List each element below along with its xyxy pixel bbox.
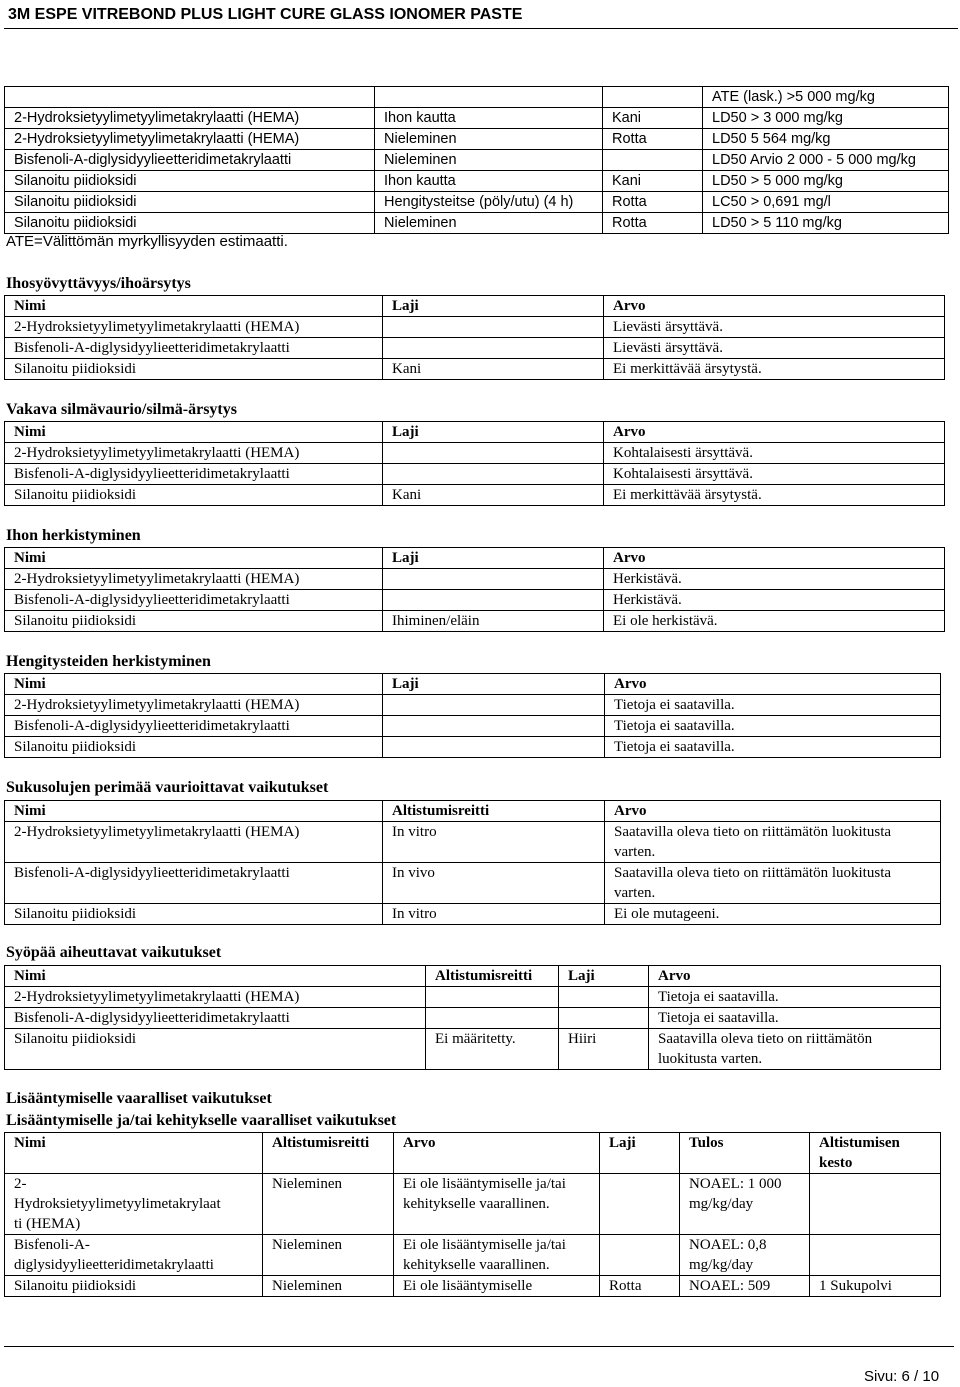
section-subtitle-reproductive: Lisääntymiselle ja/tai kehitykselle vaaralliset vaikutukset bbox=[6, 1112, 397, 1129]
cell-line: varten. bbox=[614, 844, 656, 860]
cell: Ei merkittävää ärsytystä. bbox=[604, 485, 945, 506]
table-row bbox=[5, 1276, 941, 1297]
column-header: Laji bbox=[559, 966, 649, 987]
cell: Bisfenoli-A-diglysidyylieetteridimetakrylaatti bbox=[5, 863, 383, 904]
table-row bbox=[5, 108, 949, 129]
cell bbox=[383, 590, 604, 611]
column-header: Nimi bbox=[5, 1133, 263, 1174]
section-title-eye: Vakava silmävaurio/silmä-ärsytys bbox=[6, 401, 237, 418]
cell bbox=[559, 1008, 649, 1029]
cell: Tietoja ei saatavilla. bbox=[605, 737, 941, 758]
cell: Kohtalaisesti ärsyttävä. bbox=[604, 443, 945, 464]
cell: Ihon kautta bbox=[375, 108, 603, 129]
table-header-row bbox=[5, 296, 945, 317]
acute-toxicity-table bbox=[4, 86, 949, 234]
cell: LD50 > 5 110 mg/kg bbox=[703, 213, 949, 234]
cell: 2-Hydroksietyylimetyylimetakrylaatti (HEMA) bbox=[5, 443, 383, 464]
table-row bbox=[5, 1235, 941, 1276]
cell bbox=[600, 1174, 680, 1235]
cell: LD50 > 5 000 mg/kg bbox=[703, 171, 949, 192]
cell: Tietoja ei saatavilla. bbox=[649, 987, 941, 1008]
cell-line: ti (HEMA) bbox=[14, 1216, 81, 1232]
column-header: Altistumisreitti bbox=[426, 966, 559, 987]
cell: Rotta bbox=[603, 129, 703, 150]
cell: 1 Sukupolvi bbox=[810, 1276, 941, 1297]
column-header: Laji bbox=[383, 422, 604, 443]
cell: Nieleminen bbox=[263, 1276, 394, 1297]
column-header: Altistumisreitti bbox=[263, 1133, 394, 1174]
document-header: 3M ESPE VITREBOND PLUS LIGHT CURE GLASS IONOMER PASTE bbox=[4, 2, 958, 29]
cell: Hengitysteitse (pöly/utu) (4 h) bbox=[375, 192, 603, 213]
table-row bbox=[5, 822, 941, 863]
section-title-carcinogenicity: Syöpää aiheuttavat vaikutukset bbox=[6, 944, 222, 961]
cell bbox=[383, 695, 605, 716]
table-header-row bbox=[5, 1133, 941, 1174]
mutagenicity-table bbox=[4, 800, 941, 925]
column-header: Nimi bbox=[5, 422, 383, 443]
cell: Rotta bbox=[603, 192, 703, 213]
column-header: Laji bbox=[600, 1133, 680, 1174]
table-row bbox=[5, 464, 945, 485]
table-row bbox=[5, 359, 945, 380]
cell bbox=[600, 1235, 680, 1276]
table-row bbox=[5, 1174, 941, 1235]
section-title-sensitisation: Ihon herkistyminen bbox=[6, 527, 141, 544]
skin-sensitisation-table bbox=[4, 547, 945, 632]
cell: Tietoja ei saatavilla. bbox=[605, 695, 941, 716]
header-line: kesto bbox=[819, 1155, 853, 1171]
header-line: Altistumisen bbox=[819, 1135, 900, 1151]
cell: 2-Hydroksietyylimetyylimetakrylaatti (HEMA) bbox=[5, 822, 383, 863]
cell bbox=[5, 87, 375, 108]
table-header-row bbox=[5, 422, 945, 443]
cell: LC50 > 0,691 mg/l bbox=[703, 192, 949, 213]
cell: Rotta bbox=[600, 1276, 680, 1297]
cell: Ei ole herkistävä. bbox=[604, 611, 945, 632]
cell bbox=[426, 987, 559, 1008]
cell bbox=[649, 1029, 941, 1070]
cell: Nieleminen bbox=[375, 213, 603, 234]
cell: In vitro bbox=[383, 822, 605, 863]
cell bbox=[680, 1235, 810, 1276]
cell bbox=[605, 822, 941, 863]
table-row bbox=[5, 716, 941, 737]
cell: NOAEL: 509 bbox=[680, 1276, 810, 1297]
cell: Bisfenoli-A-diglysidyylieetteridimetakrylaatti bbox=[5, 150, 375, 171]
table-row bbox=[5, 150, 949, 171]
cell: Silanoitu piidioksidi bbox=[5, 737, 383, 758]
cell bbox=[383, 737, 605, 758]
column-header: Nimi bbox=[5, 548, 383, 569]
table-header-row bbox=[5, 674, 941, 695]
column-header: Arvo bbox=[604, 548, 945, 569]
cell bbox=[5, 1174, 263, 1235]
cell bbox=[559, 987, 649, 1008]
section-title-skin: Ihosyövyttävyys/ihoärsytys bbox=[6, 275, 191, 292]
table-row bbox=[5, 904, 941, 925]
cell-line: kehitykselle vaarallinen. bbox=[403, 1196, 550, 1212]
cell bbox=[383, 338, 604, 359]
cell: Bisfenoli-A-diglysidyylieetteridimetakrylaatti bbox=[5, 590, 383, 611]
cell: Silanoitu piidioksidi bbox=[5, 1029, 426, 1070]
cell: Silanoitu piidioksidi bbox=[5, 1276, 263, 1297]
column-header: Arvo bbox=[604, 422, 945, 443]
cell: Ihiminen/eläin bbox=[383, 611, 604, 632]
table-row bbox=[5, 569, 945, 590]
cell: Kani bbox=[383, 359, 604, 380]
cell bbox=[375, 87, 603, 108]
cell-line: Saatavilla oleva tieto on riittämätön luokitusta bbox=[614, 824, 892, 840]
cell: Silanoitu piidioksidi bbox=[5, 171, 375, 192]
column-header: Laji bbox=[383, 548, 604, 569]
cell: Ei ole mutageeni. bbox=[605, 904, 941, 925]
cell: Bisfenoli-A-diglysidyylieetteridimetakrylaatti bbox=[5, 464, 383, 485]
cell: Ei merkittävää ärsytystä. bbox=[604, 359, 945, 380]
section-title-reproductive: Lisääntymiselle vaaralliset vaikutukset bbox=[6, 1090, 272, 1107]
cell: Rotta bbox=[603, 213, 703, 234]
table-row bbox=[5, 338, 945, 359]
page-number: Sivu: 6 / 10 bbox=[864, 1368, 940, 1385]
cell: 2-Hydroksietyylimetyylimetakrylaatti (HEMA) bbox=[5, 108, 375, 129]
cell: Tietoja ei saatavilla. bbox=[649, 1008, 941, 1029]
table-row bbox=[5, 129, 949, 150]
cell: In vitro bbox=[383, 904, 605, 925]
cell bbox=[5, 1235, 263, 1276]
cell-line: mg/kg/day bbox=[689, 1196, 754, 1212]
cell-line: NOAEL: 1 000 bbox=[689, 1176, 782, 1192]
cell: ATE (lask.) >5 000 mg/kg bbox=[703, 87, 949, 108]
cell: Tietoja ei saatavilla. bbox=[605, 716, 941, 737]
cell bbox=[383, 464, 604, 485]
section-title-respiratory: Hengitysteiden herkistyminen bbox=[6, 653, 211, 670]
footer-divider bbox=[4, 1346, 954, 1347]
cell-line: varten. bbox=[614, 885, 656, 901]
cell bbox=[810, 1235, 941, 1276]
cell: LD50 > 3 000 mg/kg bbox=[703, 108, 949, 129]
cell: Ei ole lisääntymiselle bbox=[394, 1276, 600, 1297]
cell bbox=[603, 150, 703, 171]
table-row bbox=[5, 987, 941, 1008]
cell bbox=[394, 1174, 600, 1235]
cell bbox=[394, 1235, 600, 1276]
table-header-row bbox=[5, 801, 941, 822]
cell: Bisfenoli-A-diglysidyylieetteridimetakrylaatti bbox=[5, 1008, 426, 1029]
table-row bbox=[5, 1029, 941, 1070]
cell-line: Saatavilla oleva tieto on riittämätön bbox=[658, 1031, 873, 1047]
cell: 2-Hydroksietyylimetyylimetakrylaatti (HEMA) bbox=[5, 317, 383, 338]
cell: Silanoitu piidioksidi bbox=[5, 192, 375, 213]
cell: Ihon kautta bbox=[375, 171, 603, 192]
cell: Bisfenoli-A-diglysidyylieetteridimetakrylaatti bbox=[5, 338, 383, 359]
cell-line: NOAEL: 0,8 bbox=[689, 1237, 767, 1253]
cell: Lievästi ärsyttävä. bbox=[604, 317, 945, 338]
column-header: Nimi bbox=[5, 296, 383, 317]
table-row bbox=[5, 590, 945, 611]
column-header: Nimi bbox=[5, 801, 383, 822]
column-header: Arvo bbox=[604, 296, 945, 317]
cell: 2-Hydroksietyylimetyylimetakrylaatti (HEMA) bbox=[5, 129, 375, 150]
column-header: Arvo bbox=[605, 801, 941, 822]
table-row bbox=[5, 1008, 941, 1029]
cell: 2-Hydroksietyylimetyylimetakrylaatti (HEMA) bbox=[5, 569, 383, 590]
cell: Herkistävä. bbox=[604, 590, 945, 611]
reproductive-toxicity-table bbox=[4, 1132, 941, 1297]
column-header: Arvo bbox=[649, 966, 941, 987]
cell: Bisfenoli-A-diglysidyylieetteridimetakrylaatti bbox=[5, 716, 383, 737]
cell-line: Ei ole lisääntymiselle ja/tai bbox=[403, 1176, 566, 1192]
cell: 2-Hydroksietyylimetyylimetakrylaatti (HEMA) bbox=[5, 695, 383, 716]
table-row bbox=[5, 443, 945, 464]
cell: Silanoitu piidioksidi bbox=[5, 904, 383, 925]
cell: Kohtalaisesti ärsyttävä. bbox=[604, 464, 945, 485]
column-header: Laji bbox=[383, 674, 605, 695]
cell-line: 2- bbox=[14, 1176, 27, 1192]
eye-irritation-table bbox=[4, 421, 945, 506]
cell bbox=[383, 317, 604, 338]
cell: Nieleminen bbox=[375, 150, 603, 171]
table-header-row bbox=[5, 966, 941, 987]
cell bbox=[605, 863, 941, 904]
cell bbox=[810, 1174, 941, 1235]
section-title-mutagenicity: Sukusolujen perimää vaurioittavat vaikutukset bbox=[6, 779, 329, 796]
cell: Silanoitu piidioksidi bbox=[5, 359, 383, 380]
column-header: Arvo bbox=[394, 1133, 600, 1174]
carcinogenicity-table bbox=[4, 965, 941, 1070]
column-header bbox=[810, 1133, 941, 1174]
cell: Kani bbox=[603, 171, 703, 192]
cell bbox=[603, 87, 703, 108]
cell: Hiiri bbox=[559, 1029, 649, 1070]
cell-line: Saatavilla oleva tieto on riittämätön luokitusta bbox=[614, 865, 892, 881]
table-row bbox=[5, 317, 945, 338]
cell: Nieleminen bbox=[263, 1235, 394, 1276]
table-row bbox=[5, 213, 949, 234]
cell: LD50 5 564 mg/kg bbox=[703, 129, 949, 150]
ate-note: ATE=Välittömän myrkyllisyyden estimaatti. bbox=[6, 233, 288, 250]
cell-line: kehitykselle vaarallinen. bbox=[403, 1257, 550, 1273]
cell: Herkistävä. bbox=[604, 569, 945, 590]
cell bbox=[383, 443, 604, 464]
table-row bbox=[5, 611, 945, 632]
cell: Nieleminen bbox=[375, 129, 603, 150]
table-row bbox=[5, 737, 941, 758]
cell: Silanoitu piidioksidi bbox=[5, 213, 375, 234]
cell bbox=[426, 1008, 559, 1029]
cell-line: diglysidyylieetteridimetakrylaatti bbox=[14, 1257, 214, 1273]
respiratory-sensitisation-table bbox=[4, 673, 941, 758]
cell: Lievästi ärsyttävä. bbox=[604, 338, 945, 359]
cell: In vivo bbox=[383, 863, 605, 904]
cell-line: Hydroksietyylimetyylimetakrylaat bbox=[14, 1196, 221, 1212]
cell: LD50 Arvio 2 000 - 5 000 mg/kg bbox=[703, 150, 949, 171]
cell: Ei määritetty. bbox=[426, 1029, 559, 1070]
table-header-row bbox=[5, 548, 945, 569]
table-row bbox=[5, 171, 949, 192]
cell-line: luokitusta varten. bbox=[658, 1051, 763, 1067]
cell: Silanoitu piidioksidi bbox=[5, 485, 383, 506]
table-row bbox=[5, 485, 945, 506]
cell-line: Ei ole lisääntymiselle ja/tai bbox=[403, 1237, 566, 1253]
table-row bbox=[5, 87, 949, 108]
cell: Nieleminen bbox=[263, 1174, 394, 1235]
column-header: Laji bbox=[383, 296, 604, 317]
column-header: Nimi bbox=[5, 966, 426, 987]
column-header: Arvo bbox=[605, 674, 941, 695]
cell bbox=[383, 569, 604, 590]
skin-irritation-table bbox=[4, 295, 945, 380]
table-row bbox=[5, 863, 941, 904]
table-row bbox=[5, 695, 941, 716]
cell: Kani bbox=[603, 108, 703, 129]
column-header: Tulos bbox=[680, 1133, 810, 1174]
cell: Silanoitu piidioksidi bbox=[5, 611, 383, 632]
cell bbox=[680, 1174, 810, 1235]
cell bbox=[383, 716, 605, 737]
table-row bbox=[5, 192, 949, 213]
cell: Kani bbox=[383, 485, 604, 506]
cell-line: mg/kg/day bbox=[689, 1257, 754, 1273]
column-header: Altistumisreitti bbox=[383, 801, 605, 822]
column-header: Nimi bbox=[5, 674, 383, 695]
cell-line: Bisfenoli-A- bbox=[14, 1237, 90, 1253]
cell: 2-Hydroksietyylimetyylimetakrylaatti (HEMA) bbox=[5, 987, 426, 1008]
